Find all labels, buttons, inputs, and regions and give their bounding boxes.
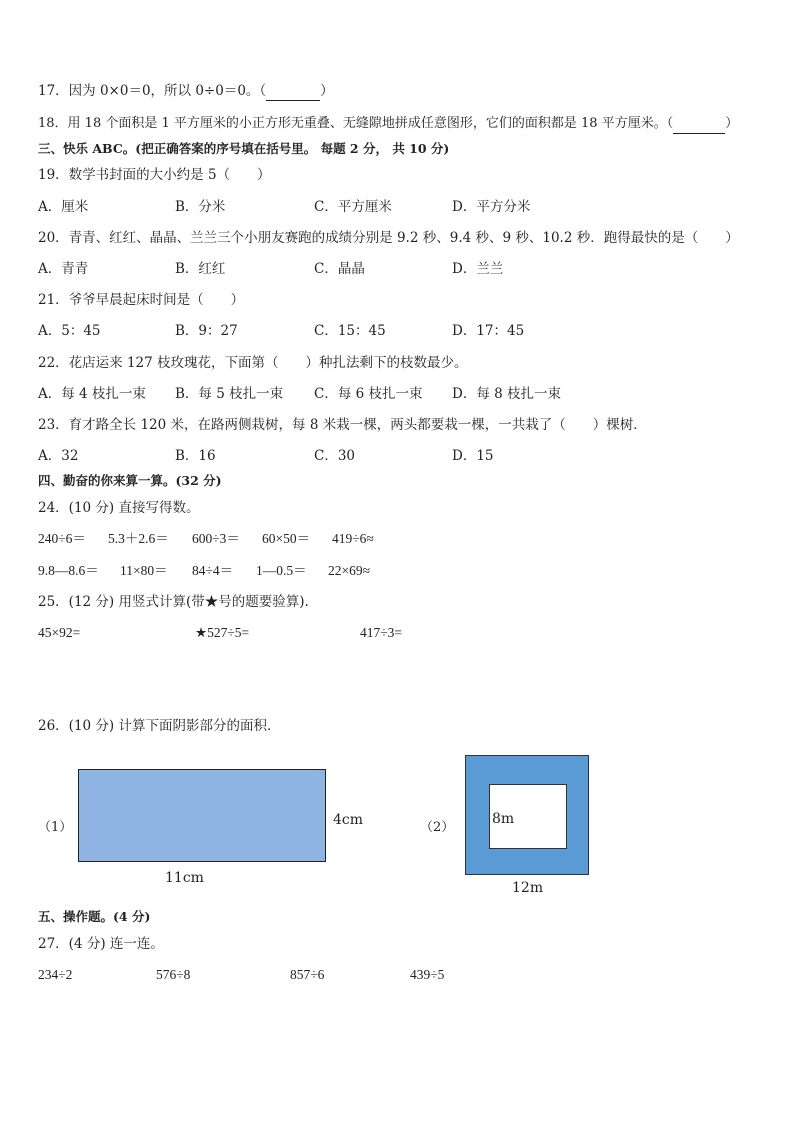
question-24: 24．(10 分) 直接写得数。 — [38, 500, 200, 516]
q23-option-c[interactable]: C．30 — [314, 448, 356, 464]
shaded-square-frame — [465, 755, 589, 875]
q27-item[interactable]: 576÷8 — [156, 967, 191, 982]
figure-2-inner-label: 8m — [492, 811, 515, 827]
answer-blank-18[interactable] — [673, 115, 725, 134]
question-25: 25．(12 分) 用竖式计算(带★号的题要验算). — [38, 594, 309, 610]
q21-option-c[interactable]: C．15：45 — [314, 323, 386, 339]
q24-item: 11×80＝ — [120, 563, 168, 578]
q19-option-a[interactable]: A．厘米 — [38, 199, 89, 215]
q19-option-c[interactable]: C．平方厘米 — [314, 199, 392, 215]
q25-item: 45×92= — [38, 625, 81, 640]
question-21: 21．爷爷早晨起床时间是（ ） — [38, 292, 245, 308]
q27-item[interactable]: 857÷6 — [290, 967, 325, 982]
q22-option-d[interactable]: D．每 8 枝扎一束 — [452, 386, 561, 402]
figure-1-width-label: 11cm — [165, 870, 204, 886]
q20-option-a[interactable]: A．青青 — [38, 261, 89, 277]
q23-option-a[interactable]: A．32 — [38, 448, 79, 464]
q20-option-c[interactable]: C．晶晶 — [314, 261, 365, 277]
q21-option-b[interactable]: B．9：27 — [175, 323, 238, 339]
q23-option-b[interactable]: B．16 — [175, 448, 216, 464]
q24-item: 9.8—8.6＝ — [38, 563, 99, 578]
section-3-heading: 三、快乐 ABC。(把正确答案的序号填在括号里。 每题 2 分， 共 10 分) — [38, 141, 450, 156]
question-26: 26．(10 分) 计算下面阴影部分的面积． — [38, 718, 281, 734]
q27-item[interactable]: 439÷5 — [410, 967, 445, 982]
q24-item: 60×50＝ — [262, 531, 311, 546]
q19-option-d[interactable]: D．平方分米 — [452, 199, 531, 215]
question-18-end: ） — [725, 116, 739, 131]
q25-item: 417÷3= — [360, 625, 403, 640]
answer-blank-17[interactable] — [266, 82, 320, 101]
question-17 — [38, 82, 334, 101]
figure-1-height-label: 4cm — [333, 812, 364, 828]
question-17-text: 17．因为 0×0＝0，所以 0÷0＝0。（ — [38, 83, 267, 99]
question-19: 19．数学书封面的大小约是 5（ ） — [38, 167, 271, 183]
figure-1-tag: （1） — [38, 820, 73, 835]
q27-item[interactable]: 234÷2 — [38, 967, 73, 982]
question-20: 20．青青、红红、晶晶、兰兰三个小朋友赛跑的成绩分别是 9.2 秒、9.4 秒、9 秒、10.2 秒．跑得最快的是（ ） — [38, 230, 739, 246]
q24-item: 22×69≈ — [328, 563, 371, 578]
q21-option-d[interactable]: D．17：45 — [452, 323, 525, 339]
q21-option-a[interactable]: A．5：45 — [38, 323, 101, 339]
q23-option-d[interactable]: D．15 — [452, 448, 494, 464]
question-27: 27．(4 分) 连一连。 — [38, 936, 164, 952]
figure-2-outer-label: 12m — [512, 880, 544, 896]
q24-item: 5.3＋2.6＝ — [108, 531, 169, 546]
q24-item: 240÷6＝ — [38, 531, 86, 546]
question-18-text: 18．用 18 个面积是 1 平方厘米的小正方形无重叠、无缝隙地拼成任意图形，它们的面积都是 18 平方厘米。（ — [38, 116, 674, 131]
section-5-heading: 五、操作题。(4 分) — [38, 909, 151, 924]
q24-item: 419÷6≈ — [332, 531, 374, 546]
figure-2-tag: （2） — [420, 820, 455, 835]
question-22: 22．花店运来 127 枝玫瑰花，下面第（ ）种扎法剩下的枝数最少。 — [38, 355, 468, 371]
q22-option-c[interactable]: C．每 6 枝扎一束 — [314, 386, 423, 402]
q24-item: 600÷3＝ — [192, 531, 240, 546]
q19-option-b[interactable]: B．分米 — [175, 199, 226, 215]
section-4-heading: 四、勤奋的你来算一算。(32 分) — [38, 473, 222, 488]
q24-item: 1—0.5＝ — [256, 563, 307, 578]
question-23: 23．育才路全长 120 米，在路两侧栽树，每 8 米栽一棵，两头都要栽一棵，一共栽了（ ）棵树． — [38, 417, 647, 433]
q20-option-b[interactable]: B．红红 — [175, 261, 226, 277]
q22-option-a[interactable]: A．每 4 枝扎一束 — [38, 386, 146, 402]
shaded-rectangle — [78, 769, 326, 862]
question-18 — [38, 115, 738, 134]
q25-item: ★527÷5= — [195, 625, 250, 640]
q22-option-b[interactable]: B．每 5 枝扎一束 — [175, 386, 284, 402]
question-17-end: ） — [320, 83, 334, 99]
q20-option-d[interactable]: D．兰兰 — [452, 261, 504, 277]
q24-item: 84÷4＝ — [192, 563, 234, 578]
